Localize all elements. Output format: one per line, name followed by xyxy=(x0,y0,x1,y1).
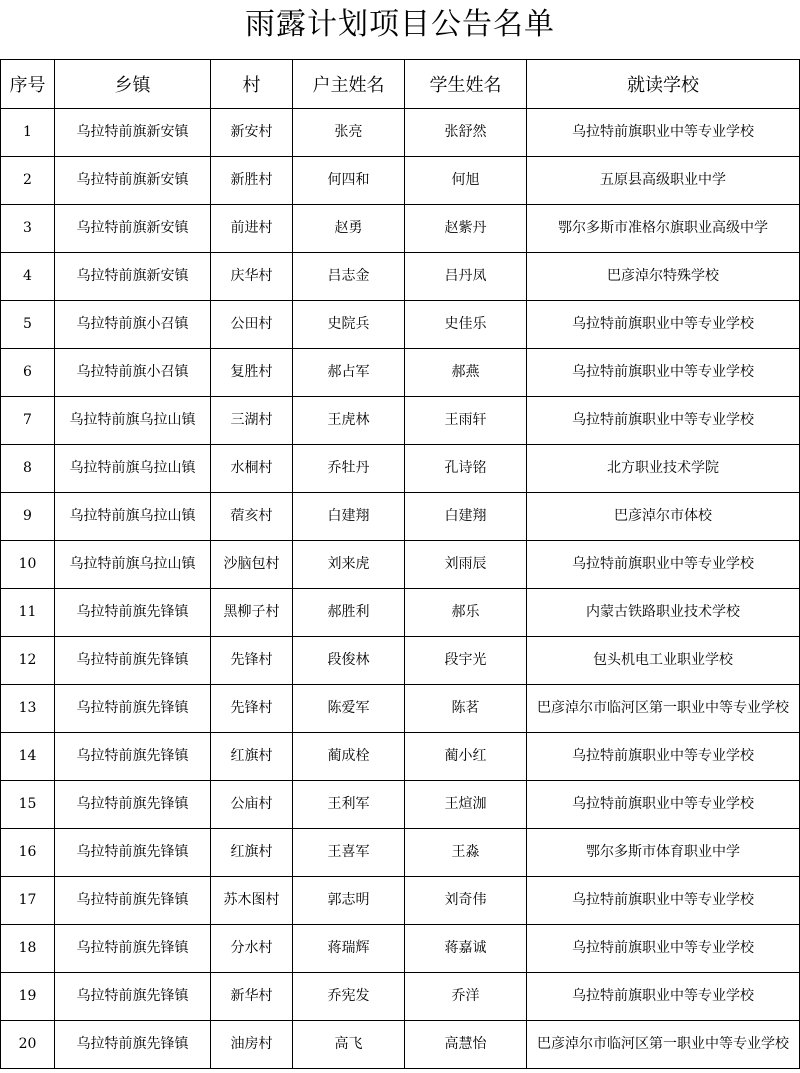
cell-town: 乌拉特前旗先锋镇 xyxy=(55,1021,211,1069)
cell-school: 巴彦淖尔市体校 xyxy=(527,493,800,541)
table-row xyxy=(1,253,800,301)
cell-school: 巴彦淖尔市临河区第一职业中等专业学校 xyxy=(527,1021,800,1069)
cell-town: 乌拉特前旗新安镇 xyxy=(55,253,211,301)
table-row xyxy=(1,829,800,877)
table-row xyxy=(1,1021,800,1069)
cell-householder: 张亮 xyxy=(293,109,405,157)
cell-student: 蒋嘉诚 xyxy=(405,925,527,973)
table-row xyxy=(1,157,800,205)
table-row xyxy=(1,589,800,637)
cell-school: 乌拉特前旗职业中等专业学校 xyxy=(527,109,800,157)
cell-index: 20 xyxy=(1,1021,55,1069)
cell-student: 郝燕 xyxy=(405,349,527,397)
cell-town: 乌拉特前旗先锋镇 xyxy=(55,973,211,1021)
cell-school: 乌拉特前旗职业中等专业学校 xyxy=(527,781,800,829)
cell-school: 鄂尔多斯市准格尔旗职业高级中学 xyxy=(527,205,800,253)
cell-student: 孔诗铭 xyxy=(405,445,527,493)
cell-town: 乌拉特前旗乌拉山镇 xyxy=(55,445,211,493)
cell-town: 乌拉特前旗新安镇 xyxy=(55,157,211,205)
cell-school: 北方职业技术学院 xyxy=(527,445,800,493)
cell-student: 段宇光 xyxy=(405,637,527,685)
cell-index: 4 xyxy=(1,253,55,301)
cell-student: 郝乐 xyxy=(405,589,527,637)
cell-village: 水桐村 xyxy=(211,445,293,493)
cell-village: 黑柳子村 xyxy=(211,589,293,637)
header-cell-index: 序号 xyxy=(1,60,55,109)
cell-village: 前进村 xyxy=(211,205,293,253)
cell-school: 包头机电工业职业学校 xyxy=(527,637,800,685)
cell-town: 乌拉特前旗乌拉山镇 xyxy=(55,493,211,541)
header-cell-student: 学生姓名 xyxy=(405,60,527,109)
cell-village: 公庙村 xyxy=(211,781,293,829)
cell-town: 乌拉特前旗先锋镇 xyxy=(55,925,211,973)
cell-index: 8 xyxy=(1,445,55,493)
cell-student: 蔺小红 xyxy=(405,733,527,781)
cell-index: 11 xyxy=(1,589,55,637)
cell-school: 乌拉特前旗职业中等专业学校 xyxy=(527,397,800,445)
header-cell-town: 乡镇 xyxy=(55,60,211,109)
cell-village: 蓿亥村 xyxy=(211,493,293,541)
table-row xyxy=(1,397,800,445)
cell-town: 乌拉特前旗乌拉山镇 xyxy=(55,541,211,589)
cell-householder: 陈爱军 xyxy=(293,685,405,733)
header-row xyxy=(1,60,800,109)
cell-town: 乌拉特前旗先锋镇 xyxy=(55,781,211,829)
cell-village: 红旗村 xyxy=(211,829,293,877)
cell-town: 乌拉特前旗先锋镇 xyxy=(55,877,211,925)
cell-school: 乌拉特前旗职业中等专业学校 xyxy=(527,973,800,1021)
cell-village: 红旗村 xyxy=(211,733,293,781)
cell-index: 13 xyxy=(1,685,55,733)
cell-index: 6 xyxy=(1,349,55,397)
cell-student: 王淼 xyxy=(405,829,527,877)
cell-index: 7 xyxy=(1,397,55,445)
cell-householder: 史院兵 xyxy=(293,301,405,349)
table-row xyxy=(1,973,800,1021)
cell-index: 1 xyxy=(1,109,55,157)
cell-school: 巴彦淖尔市临河区第一职业中等专业学校 xyxy=(527,685,800,733)
cell-householder: 蒋瑞辉 xyxy=(293,925,405,973)
cell-school: 乌拉特前旗职业中等专业学校 xyxy=(527,541,800,589)
cell-village: 油房村 xyxy=(211,1021,293,1069)
cell-village: 先锋村 xyxy=(211,637,293,685)
cell-town: 乌拉特前旗先锋镇 xyxy=(55,829,211,877)
cell-index: 3 xyxy=(1,205,55,253)
header-cell-householder: 户主姓名 xyxy=(293,60,405,109)
cell-householder: 王喜军 xyxy=(293,829,405,877)
cell-index: 10 xyxy=(1,541,55,589)
cell-index: 15 xyxy=(1,781,55,829)
cell-village: 新华村 xyxy=(211,973,293,1021)
table-row xyxy=(1,733,800,781)
cell-school: 鄂尔多斯市体育职业中学 xyxy=(527,829,800,877)
cell-town: 乌拉特前旗先锋镇 xyxy=(55,685,211,733)
cell-town: 乌拉特前旗新安镇 xyxy=(55,109,211,157)
cell-town: 乌拉特前旗先锋镇 xyxy=(55,637,211,685)
cell-index: 19 xyxy=(1,973,55,1021)
cell-householder: 乔宪发 xyxy=(293,973,405,1021)
page-title: 雨露计划项目公告名单 xyxy=(245,7,555,42)
cell-index: 9 xyxy=(1,493,55,541)
table-row xyxy=(1,301,800,349)
cell-student: 乔洋 xyxy=(405,973,527,1021)
cell-householder: 王利军 xyxy=(293,781,405,829)
roster-table xyxy=(0,59,800,1069)
header-cell-village: 村 xyxy=(211,60,293,109)
cell-village: 分水村 xyxy=(211,925,293,973)
cell-student: 赵紫丹 xyxy=(405,205,527,253)
cell-village: 公田村 xyxy=(211,301,293,349)
cell-student: 何旭 xyxy=(405,157,527,205)
cell-index: 2 xyxy=(1,157,55,205)
header-cell-school: 就读学校 xyxy=(527,60,800,109)
table-row xyxy=(1,877,800,925)
cell-student: 张舒然 xyxy=(405,109,527,157)
cell-town: 乌拉特前旗新安镇 xyxy=(55,205,211,253)
cell-index: 17 xyxy=(1,877,55,925)
cell-town: 乌拉特前旗小召镇 xyxy=(55,349,211,397)
table-row xyxy=(1,445,800,493)
cell-householder: 何四和 xyxy=(293,157,405,205)
cell-householder: 吕志金 xyxy=(293,253,405,301)
cell-index: 12 xyxy=(1,637,55,685)
cell-student: 史佳乐 xyxy=(405,301,527,349)
cell-school: 乌拉特前旗职业中等专业学校 xyxy=(527,733,800,781)
cell-householder: 刘来虎 xyxy=(293,541,405,589)
cell-householder: 蔺成栓 xyxy=(293,733,405,781)
cell-householder: 段俊林 xyxy=(293,637,405,685)
table-row xyxy=(1,205,800,253)
cell-village: 先锋村 xyxy=(211,685,293,733)
cell-householder: 郝胜利 xyxy=(293,589,405,637)
cell-index: 18 xyxy=(1,925,55,973)
cell-householder: 乔牡丹 xyxy=(293,445,405,493)
cell-householder: 高飞 xyxy=(293,1021,405,1069)
cell-householder: 郝占军 xyxy=(293,349,405,397)
cell-town: 乌拉特前旗先锋镇 xyxy=(55,733,211,781)
cell-school: 五原县高级职业中学 xyxy=(527,157,800,205)
cell-village: 苏木图村 xyxy=(211,877,293,925)
cell-school: 乌拉特前旗职业中等专业学校 xyxy=(527,925,800,973)
table-row xyxy=(1,541,800,589)
table-row xyxy=(1,781,800,829)
cell-town: 乌拉特前旗乌拉山镇 xyxy=(55,397,211,445)
cell-student: 高慧怡 xyxy=(405,1021,527,1069)
cell-householder: 赵勇 xyxy=(293,205,405,253)
cell-school: 巴彦淖尔特殊学校 xyxy=(527,253,800,301)
cell-householder: 王虎林 xyxy=(293,397,405,445)
table-row xyxy=(1,925,800,973)
cell-school: 内蒙古铁路职业技术学校 xyxy=(527,589,800,637)
cell-householder: 郭志明 xyxy=(293,877,405,925)
cell-village: 三湖村 xyxy=(211,397,293,445)
table-row xyxy=(1,493,800,541)
cell-village: 新安村 xyxy=(211,109,293,157)
cell-town: 乌拉特前旗先锋镇 xyxy=(55,589,211,637)
cell-index: 16 xyxy=(1,829,55,877)
cell-index: 14 xyxy=(1,733,55,781)
table-row xyxy=(1,109,800,157)
cell-village: 沙脑包村 xyxy=(211,541,293,589)
cell-index: 5 xyxy=(1,301,55,349)
table-row xyxy=(1,685,800,733)
cell-school: 乌拉特前旗职业中等专业学校 xyxy=(527,877,800,925)
cell-village: 庆华村 xyxy=(211,253,293,301)
cell-householder: 白建翔 xyxy=(293,493,405,541)
table-row xyxy=(1,349,800,397)
table-body xyxy=(1,109,800,1069)
cell-student: 吕丹凤 xyxy=(405,253,527,301)
cell-school: 乌拉特前旗职业中等专业学校 xyxy=(527,301,800,349)
table-row xyxy=(1,637,800,685)
cell-village: 新胜村 xyxy=(211,157,293,205)
cell-student: 王雨轩 xyxy=(405,397,527,445)
cell-school: 乌拉特前旗职业中等专业学校 xyxy=(527,349,800,397)
cell-student: 刘雨辰 xyxy=(405,541,527,589)
cell-student: 刘奇伟 xyxy=(405,877,527,925)
cell-student: 白建翔 xyxy=(405,493,527,541)
cell-student: 陈茗 xyxy=(405,685,527,733)
cell-village: 复胜村 xyxy=(211,349,293,397)
table-header xyxy=(1,60,800,109)
cell-student: 王煊泇 xyxy=(405,781,527,829)
cell-town: 乌拉特前旗小召镇 xyxy=(55,301,211,349)
